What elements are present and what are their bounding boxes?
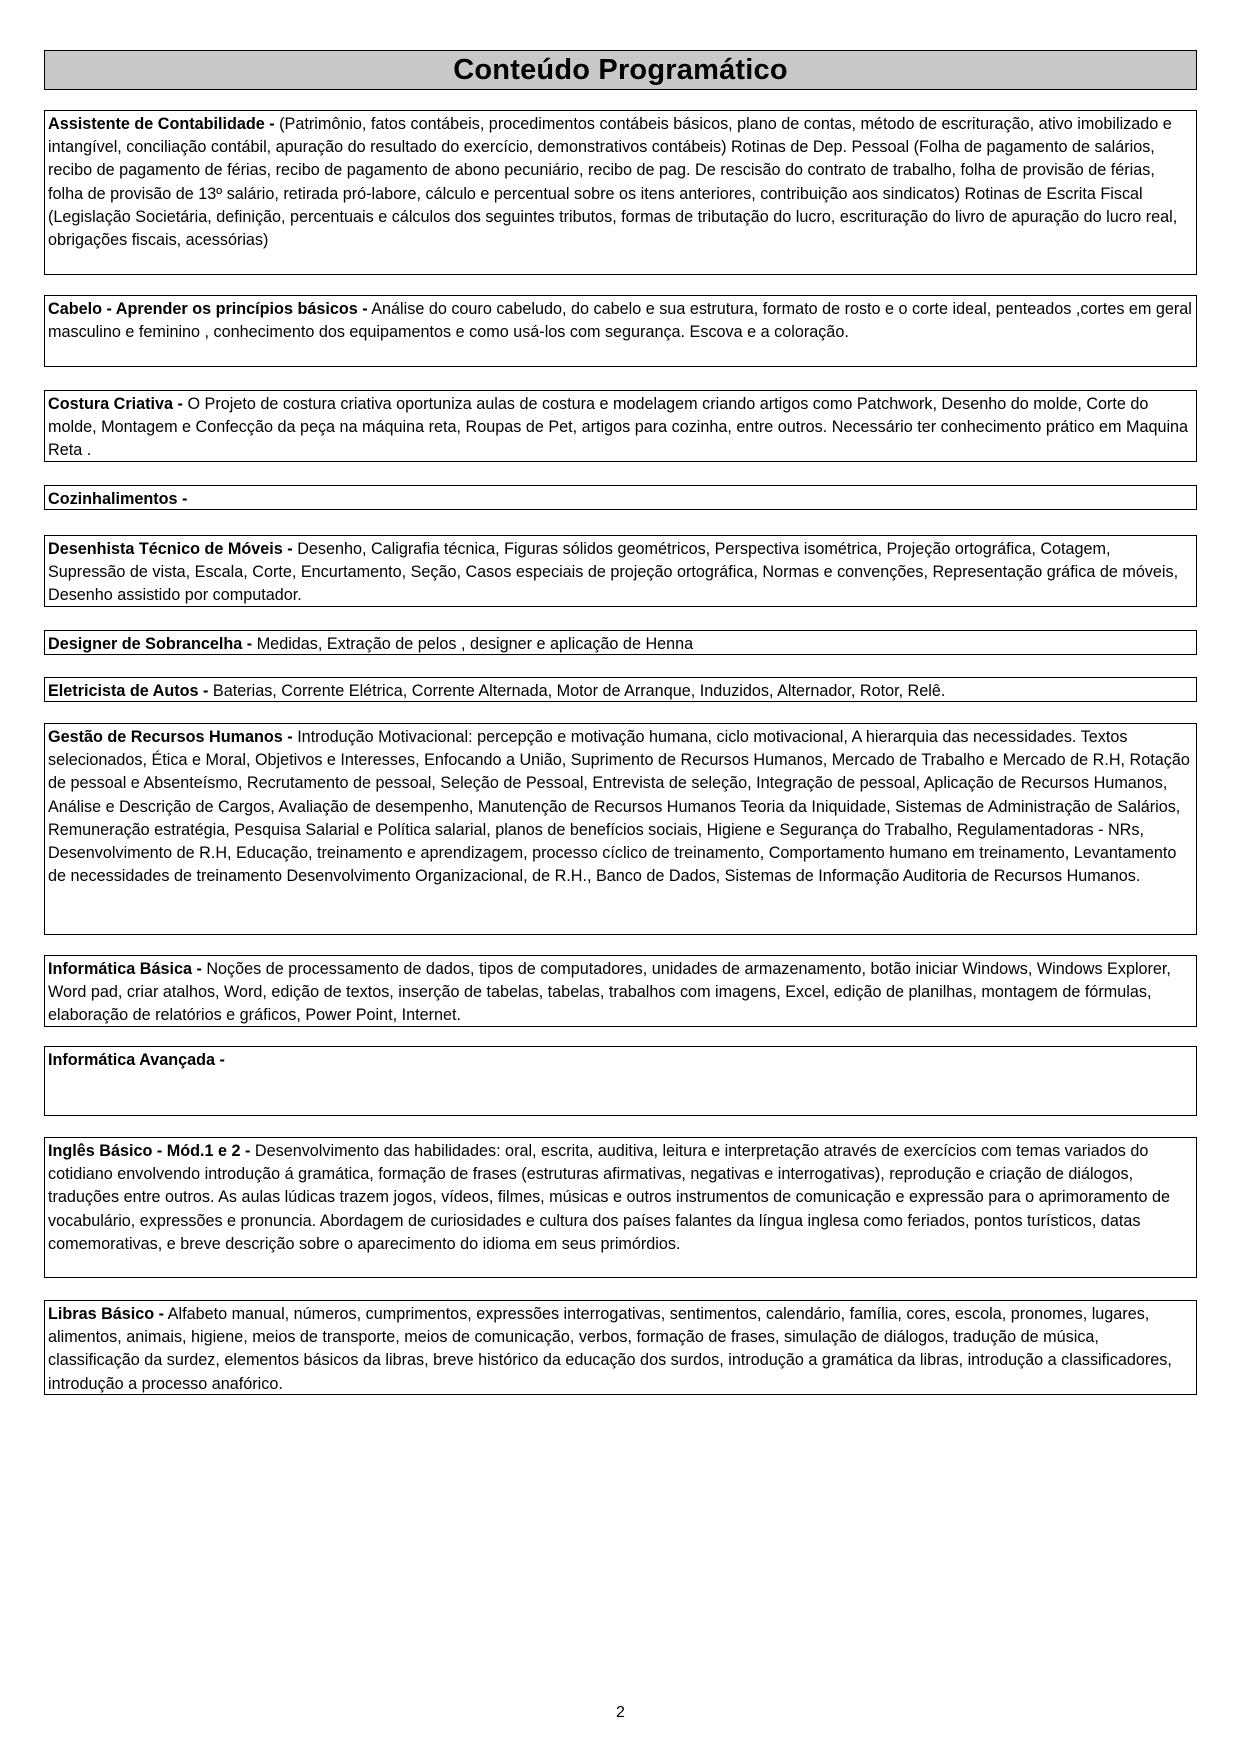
course-name: Cabelo - Aprender os princípios básicos - <box>48 300 368 318</box>
course-name: Assistente de Contabilidade - <box>48 115 275 133</box>
course-description: Introdução Motivacional: percepção e motivação humana, ciclo motivacional, A hierarquia das necessidades. Textos selecionados, Ética e Moral, Objetivos e Interesses, Enfocando a União, Suprimento de Recursos Humanos, Mercado de Trabalho e Mercado de R.H, Rotação de pessoal e Absenteísmo, Recrutamento de pessoal, Seleção de Pessoal, Entrevista de seleção, Integração de pessoal, Aplicação de Recursos Humanos, Análise e Descrição de Cargos, Avaliação de desempenho, Manutenção de Recursos Humanos Teoria da Iniquidade, Sistemas de Administração de Salários, Remuneração estratégia, Pesquisa Salarial e Política salarial, planos de benefícios sociais, Higiene e Segurança do Trabalho, Regulamentadoras - NRs, Desenvolvimento de R.H, Educação, treinamento e aprendizagem, processo cíclico de treinamento, Comportamento humano em treinamento, Levantamento de necessidades de treinamento Desenvolvimento Organizacional, de R.H., Banco de Dados, Sistemas de Informação Auditoria de Recursos Humanos. <box>48 728 1190 886</box>
course-eletricista-autos <box>44 677 1197 702</box>
page-title: Conteúdo Programático <box>453 53 788 86</box>
course-gestao-recursos-humanos <box>44 723 1197 935</box>
course-informatica-basica <box>44 955 1197 1027</box>
course-description: Medidas, Extração de pelos , designer e aplicação de Henna <box>256 635 694 653</box>
course-name: Libras Básico - <box>48 1305 165 1323</box>
course-designer-sobrancelha <box>44 630 1197 655</box>
course-description: Análise do couro cabeludo, do cabelo e sua estrutura, formato de rosto e o corte ideal, penteados ,cortes em geral masculino e feminino , conhecimento dos equipamentos e como usá-los com segurança. Escova e a coloração. <box>48 300 1192 342</box>
course-cabelo <box>44 295 1197 367</box>
course-libras-basico <box>44 1300 1197 1395</box>
course-description: (Patrimônio, fatos contábeis, procedimentos contábeis básicos, plano de contas, método de escrituração, ativo imobilizado e intangível, conciliação contábil, apuração do resultado do exercício, demonstrativos contábeis) Rotinas de Dep. Pessoal (Folha de pagamento de salários, recibo de pagamento de férias, recibo de pagamento de abono pecuniário, recibo de pag. De rescisão do contrato de trabalho, folha de provisão de férias, folha de provisão de 13º salário, retirada pró-labore, cálculo e percentual sobre os itens anteriores, contribuição aos sindicatos) Rotinas de Escrita Fiscal (Legislação Societária, definição, percentuais e cálculos dos seguintes tributos, formas de tributação do lucro, escrituração do livro de apuração do lucro real, obrigações fiscais, acessórias) <box>48 115 1178 250</box>
course-description: Desenvolvimento das habilidades: oral, escrita, auditiva, leitura e interpretação através de exercícios com temas variados do cotidiano envolvendo introdução á gramática, formação de frases (estruturas afirmativas, negativas e interrogativas), reprodução e criação de diálogos, traduções entre outros. As aulas lúdicas trazem jogos, vídeos, filmes, músicas e outros instrumentos de comunicação e expressão para o aprimoramento de vocabulário, expressões e pronuncia. Abordagem de curiosidades e cultura dos países falantes da língua inglesa como feriados, pontos turísticos, datas comemorativas, e breve descrição sobre o aparecimento do idioma em seus primórdios. <box>48 1142 1170 1253</box>
course-informatica-avancada <box>44 1046 1197 1116</box>
course-desenhista-tecnico-moveis <box>44 535 1197 607</box>
page-number: 2 <box>616 1704 625 1721</box>
course-ingles-basico <box>44 1137 1197 1278</box>
course-description: Noções de processamento de dados, tipos de computadores, unidades de armazenamento, botão iniciar Windows, Windows Explorer, Word pad, criar atalhos, Word, edição de textos, inserção de tabelas, tabelas, trabalhos com imagens, Excel, edição de planilhas, montagem de fórmulas, elaboração de relatórios e gráficos, Power Point, Internet. <box>48 960 1171 1025</box>
course-name: Desenhista Técnico de Móveis - <box>48 540 293 558</box>
course-description: Baterias, Corrente Elétrica, Corrente Alternada, Motor de Arranque, Induzidos, Alternador, Rotor, Relê. <box>212 682 946 700</box>
course-name: Inglês Básico - Mód.1 e 2 - <box>48 1142 251 1160</box>
course-cozinhalimentos <box>44 485 1197 510</box>
course-name: Costura Criativa - <box>48 395 183 413</box>
course-description: Desenho, Caligrafia técnica, Figuras sólidos geométricos, Perspectiva isométrica, Projeção ortográfica, Cotagem, Supressão de vista, Escala, Corte, Encurtamento, Seção, Casos especiais de projeção ortográfica, Normas e convenções, Representação gráfica de móveis, Desenho assistido por computador. <box>48 540 1179 605</box>
course-costura-criativa <box>44 390 1197 462</box>
course-name: Informática Básica - <box>48 960 202 978</box>
page-title-box <box>44 50 1197 90</box>
course-name: Eletricista de Autos - <box>48 682 209 700</box>
course-assistente-contabilidade <box>44 110 1197 275</box>
course-description: Alfabeto manual, números, cumprimentos, expressões interrogativas, sentimentos, calendário, família, cores, escola, pronomes, lugares, alimentos, animais, higiene, meios de transporte, meios de comunicação, verbos, formação de frases, simulação de diálogos, tradução de música, classificação da surdez, elementos básicos da libras, breve histórico da educação dos surdos, introdução a gramática da libras, introdução a classificadores, introdução a processo anafórico. <box>48 1305 1172 1393</box>
course-name: Designer de Sobrancelha - <box>48 635 253 653</box>
course-name: Cozinhalimentos - <box>48 490 188 508</box>
course-name: Informática Avançada - <box>48 1051 225 1069</box>
course-description: O Projeto de costura criativa oportuniza aulas de costura e modelagem criando artigos como Patchwork, Desenho do molde, Corte do molde, Montagem e Confecção da peça na máquina reta, Roupas de Pet, artigos para cozinha, entre outros. Necessário ter conhecimento prático em Maquina Reta . <box>48 395 1189 460</box>
course-name: Gestão de Recursos Humanos - <box>48 728 293 746</box>
